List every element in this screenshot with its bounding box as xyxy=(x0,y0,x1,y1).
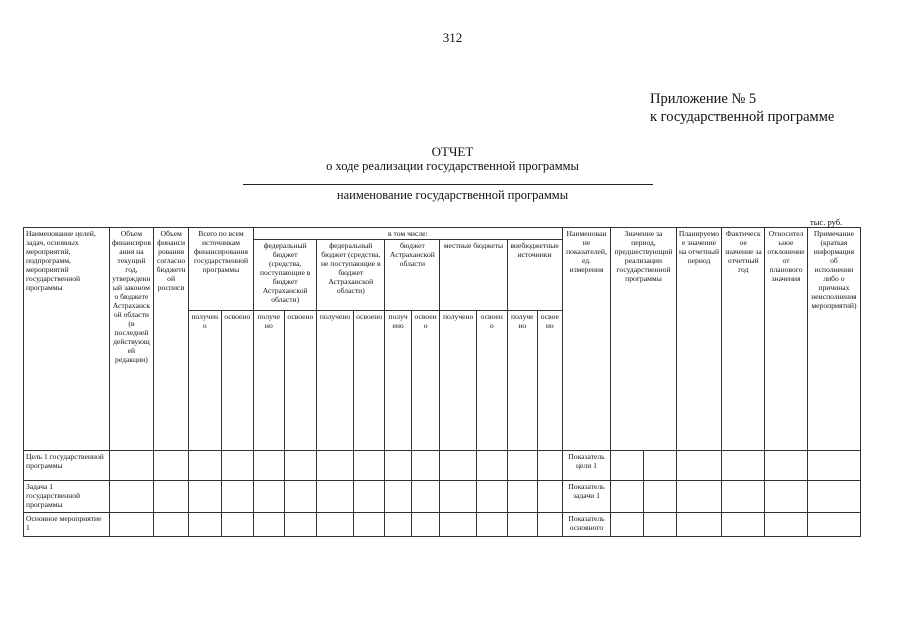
report-table xyxy=(23,227,861,537)
table-cell xyxy=(154,513,189,537)
table-cell xyxy=(385,481,411,513)
header-received: получено xyxy=(507,311,538,451)
header-received: получено xyxy=(440,311,477,451)
header-volume-law: Объем финансирования на текущий год, утвержденный законом о бюджете Астраханской области (в последней действующей редакции) xyxy=(109,228,154,451)
table-cell xyxy=(317,481,354,513)
table-cell xyxy=(538,481,562,513)
table-cell xyxy=(611,481,644,513)
appendix-line-1: Приложение № 5 xyxy=(650,91,757,107)
table-cell xyxy=(477,513,508,537)
header-received: получено xyxy=(317,311,354,451)
row-indicator: Показатель цели 1 xyxy=(562,451,611,481)
table-cell xyxy=(284,481,317,513)
row-name: Цель 1 государственной программы xyxy=(24,451,110,481)
table-cell xyxy=(254,451,285,481)
report-subtitle: о ходе реализации государственной программы xyxy=(326,159,579,173)
header-local: местные бюджеты xyxy=(440,240,507,311)
header-including: в том числе: xyxy=(254,228,562,240)
table-cell xyxy=(611,513,644,537)
table-cell xyxy=(722,481,765,513)
table-cell xyxy=(284,451,317,481)
table-cell xyxy=(807,481,860,513)
table-cell xyxy=(722,513,765,537)
table-cell xyxy=(109,481,154,513)
table-cell xyxy=(643,513,676,537)
table-cell xyxy=(411,451,440,481)
report-title: ОТЧЕТ xyxy=(431,144,474,159)
row-name: Задача 1 государственной программы xyxy=(24,481,110,513)
table-cell xyxy=(254,513,285,537)
table-cell xyxy=(154,451,189,481)
header-prev-value: Значение за период, предшествующий реализации государственной программы xyxy=(611,228,676,451)
table-cell xyxy=(109,513,154,537)
table-cell xyxy=(188,451,221,481)
table-cell xyxy=(109,451,154,481)
header-note: Примечание (краткая информация об исполнении либо о причинах неисполнения мероприятий) xyxy=(807,228,860,451)
table-cell xyxy=(477,481,508,513)
table-cell xyxy=(765,451,808,481)
header-volume-agreed: Объем финансирования согласно бюджетной росписи xyxy=(154,228,189,451)
table-row xyxy=(24,451,861,481)
table-cell xyxy=(440,513,477,537)
table-cell xyxy=(411,481,440,513)
header-regional: бюджет Астраханской области xyxy=(385,240,440,311)
table-cell xyxy=(317,513,354,537)
table-cell xyxy=(353,451,385,481)
table-cell xyxy=(188,513,221,537)
table-cell xyxy=(411,513,440,537)
table-cell xyxy=(385,513,411,537)
header-used: освоено xyxy=(538,311,562,451)
table-cell xyxy=(385,451,411,481)
row-indicator: Показатель задачи 1 xyxy=(562,481,611,513)
page-number: 312 xyxy=(442,30,463,45)
table-cell xyxy=(643,481,676,513)
program-name-line xyxy=(243,184,653,185)
units-label: тыс. руб. xyxy=(810,217,843,227)
table-cell xyxy=(611,451,644,481)
row-indicator: Показатель основного xyxy=(562,513,611,537)
header-name: Наименование целей, задач, основных мероприятий, подпрограмм, мероприятий государственной программы xyxy=(24,228,110,451)
table-cell xyxy=(807,513,860,537)
table-cell xyxy=(477,451,508,481)
table-cell xyxy=(676,451,722,481)
table-cell xyxy=(254,481,285,513)
table-cell xyxy=(353,481,385,513)
header-actual: Фактическое значение за отчетный год xyxy=(722,228,765,451)
table-cell xyxy=(188,481,221,513)
row-name: Основное мероприятие 1 xyxy=(24,513,110,537)
header-deviation: Относительное отклонение от планового значения xyxy=(765,228,808,451)
header-planned: Планируемое значение на отчетный период xyxy=(676,228,722,451)
table-cell xyxy=(507,481,538,513)
table-cell xyxy=(507,513,538,537)
header-indicator: Наименование показателей, ед. измерения xyxy=(562,228,611,451)
header-extra: внебюджетные источники xyxy=(507,240,562,311)
header-federal-obl: федеральный бюджет (средства, поступающие в бюджет Астраханской области) xyxy=(254,240,317,311)
table-cell xyxy=(765,481,808,513)
table-cell xyxy=(676,481,722,513)
table-cell xyxy=(676,513,722,537)
header-used: освоено xyxy=(477,311,508,451)
table-cell xyxy=(221,481,254,513)
header-received: получено xyxy=(254,311,285,451)
header-used: освоено xyxy=(411,311,440,451)
table-cell xyxy=(154,481,189,513)
table-cell xyxy=(284,513,317,537)
table-cell xyxy=(317,451,354,481)
table-cell xyxy=(538,451,562,481)
table-cell xyxy=(221,513,254,537)
header-federal-not: федеральный бюджет (средства, не поступающие в бюджет Астраханской области) xyxy=(317,240,385,311)
header-used: освоено xyxy=(221,311,254,451)
header-used: освоено xyxy=(353,311,385,451)
table-row xyxy=(24,513,861,537)
table-cell xyxy=(440,481,477,513)
table-cell xyxy=(507,451,538,481)
table-row xyxy=(24,481,861,513)
table-cell xyxy=(807,451,860,481)
header-received: получено xyxy=(188,311,221,451)
table-cell xyxy=(353,513,385,537)
appendix-heading xyxy=(650,90,834,126)
header-used: освоено xyxy=(284,311,317,451)
header-received: получено xyxy=(385,311,411,451)
table-cell xyxy=(538,513,562,537)
table-cell xyxy=(765,513,808,537)
header-row xyxy=(24,228,861,240)
table-cell xyxy=(221,451,254,481)
table-cell xyxy=(643,451,676,481)
appendix-line-2: к государственной программе xyxy=(650,109,835,125)
table-cell xyxy=(440,451,477,481)
header-all-sources: Всего по всем источникам финансирования государственной программы xyxy=(188,228,253,311)
table-cell xyxy=(722,451,765,481)
program-name-caption: наименование государственной программы xyxy=(336,188,569,202)
